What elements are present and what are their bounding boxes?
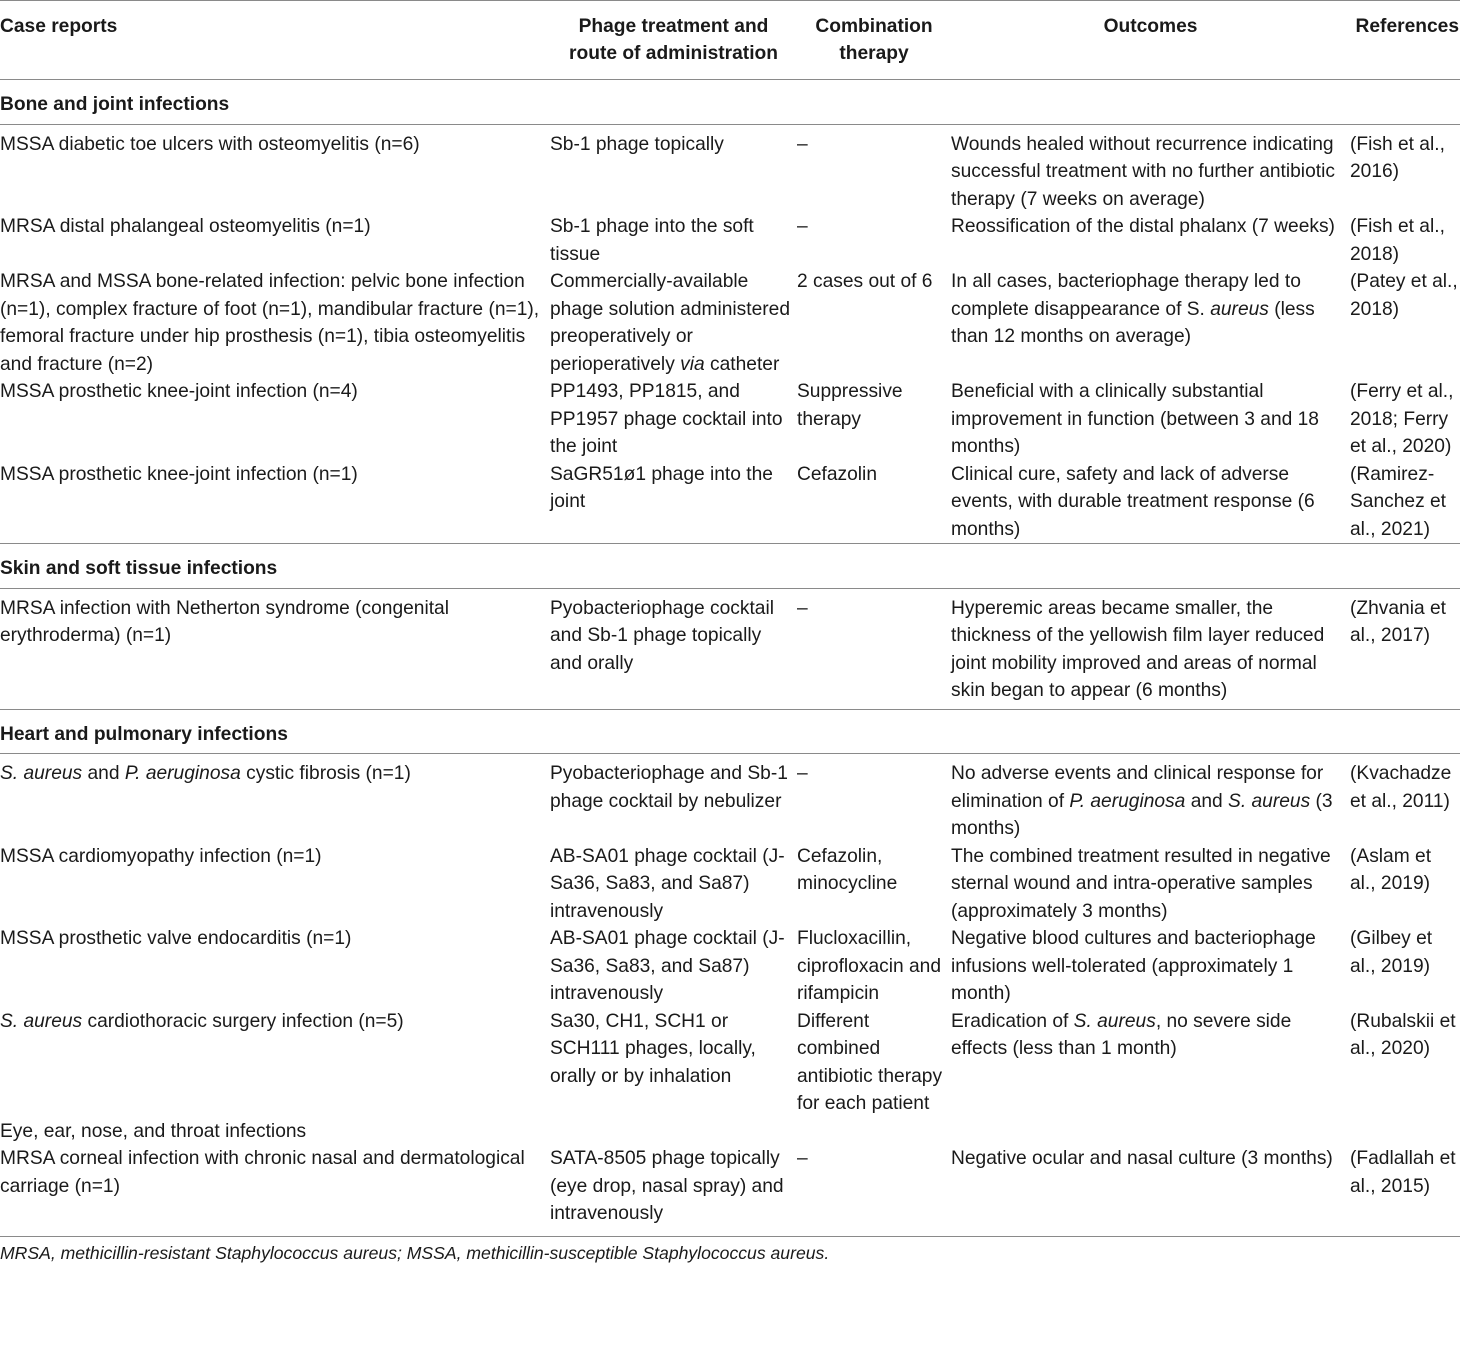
header-row bbox=[0, 1, 1460, 80]
section-eye-ear-nose-throat: Eye, ear, nose, and throat infections bbox=[0, 1120, 307, 1142]
phage-cell: AB-SA01 phage cocktail (J-Sa36, Sa83, and Sa87) intravenously bbox=[550, 928, 785, 1004]
header-combination-therapy: Combination therapy bbox=[797, 1, 951, 80]
phage-cell: SATA-8505 phage topically (eye drop, nasal spray) and intravenously bbox=[550, 1148, 784, 1224]
combo-cell: 2 cases out of 6 bbox=[797, 271, 933, 292]
phage-cell: Sb-1 phage into the soft tissue bbox=[550, 216, 754, 265]
reference-link[interactable]: (Ramirez-Sanchez et al., 2021) bbox=[1350, 463, 1447, 540]
combo-cell: – bbox=[797, 216, 808, 237]
case-cell: MRSA corneal infection with chronic nasal and dermatological carriage (n=1) bbox=[0, 1148, 525, 1197]
phage-cell: SaGR51ø1 phage into the joint bbox=[550, 463, 773, 512]
reference-link[interactable]: (Zhvania et al., 2017) bbox=[1350, 588, 1460, 705]
case-cell: MRSA infection with Netherton syndrome (congenital erythroderma) (n=1) bbox=[0, 588, 550, 705]
table-footnote: MRSA, methicillin-resistant Staphylococcus aureus; MSSA, methicillin-susceptible Staphylococcus aureus. bbox=[0, 1236, 1460, 1265]
header-references: References bbox=[1350, 1, 1460, 80]
header-case-reports: Case reports bbox=[0, 1, 550, 80]
section-row bbox=[0, 544, 1460, 589]
outcome-cell: Hyperemic areas became smaller, the thickness of the yellowish film layer reduced joint mobility improved and areas of normal skin began to appear (6 months) bbox=[951, 588, 1350, 705]
combo-cell: Flucloxacillin, ciprofloxacin and rifampicin bbox=[797, 928, 941, 1004]
case-cell: MSSA diabetic toe ulcers with osteomyelitis (n=6) bbox=[0, 124, 550, 213]
outcome-cell: In all cases, bacteriophage therapy led to complete disappearance of S. aureus (less than 12 months on average) bbox=[951, 271, 1315, 347]
footnote-row bbox=[0, 1236, 1460, 1265]
case-cell: MSSA prosthetic valve endocarditis (n=1) bbox=[0, 928, 352, 949]
outcome-cell: Negative ocular and nasal culture (3 months) bbox=[951, 1148, 1333, 1169]
outcome-cell: No adverse events and clinical response for elimination of P. aeruginosa and S. aureus (3 months) bbox=[951, 754, 1350, 843]
outcome-cell: Wounds healed without recurrence indicating successful treatment with no further antibiotic therapy (7 weeks on average) bbox=[951, 124, 1350, 213]
section-bone-joint: Bone and joint infections bbox=[0, 94, 230, 115]
outcome-cell: Negative blood cultures and bacteriophage infusions well-tolerated (approximately 1 month) bbox=[951, 928, 1316, 1004]
reference-link[interactable]: (Kvachadze et al., 2011) bbox=[1350, 754, 1460, 843]
reference-link[interactable]: (Fish et al., 2018) bbox=[1350, 216, 1445, 265]
outcome-cell: Beneficial with a clinically substantial improvement in function (between 3 and 18 months) bbox=[951, 381, 1319, 457]
table-row bbox=[0, 213, 1460, 268]
reference-link[interactable]: (Rubalskii et al., 2020) bbox=[1350, 1010, 1456, 1059]
section-row bbox=[0, 709, 1460, 754]
table-row bbox=[0, 378, 1460, 461]
combo-cell: Cefazolin, minocycline bbox=[797, 845, 898, 894]
header-phage-treatment: Phage treatment and route of administration bbox=[550, 1, 797, 80]
phage-cell: AB-SA01 phage cocktail (J-Sa36, Sa83, and Sa87) intravenously bbox=[550, 845, 785, 922]
phage-cell: Pyobacteriophage cocktail and Sb-1 phage topically and orally bbox=[550, 588, 797, 705]
case-cell: MRSA distal phalangeal osteomyelitis (n=1) bbox=[0, 216, 371, 237]
reference-link[interactable]: (Patey et al., 2018) bbox=[1350, 271, 1458, 320]
case-cell: MSSA prosthetic knee-joint infection (n=4) bbox=[0, 381, 358, 402]
table-row bbox=[0, 925, 1460, 1008]
section-row bbox=[0, 80, 1460, 125]
section-heart-pulmonary: Heart and pulmonary infections bbox=[0, 709, 1460, 754]
reference-link[interactable]: (Aslam et al., 2019) bbox=[1350, 845, 1432, 894]
outcome-cell: Eradication of S. aureus, no severe side effects (less than 1 month) bbox=[951, 1010, 1292, 1059]
case-cell: MSSA prosthetic knee-joint infection (n=1) bbox=[0, 463, 358, 485]
case-cell: S. aureus and P. aeruginosa cystic fibrosis (n=1) bbox=[0, 754, 550, 843]
table-row bbox=[0, 843, 1460, 926]
reference-link[interactable]: (Gilbey et al., 2019) bbox=[1350, 928, 1433, 977]
section-skin-soft-tissue: Skin and soft tissue infections bbox=[0, 544, 1460, 589]
case-cell: MRSA and MSSA bone-related infection: pelvic bone infection (n=1), complex fracture of foot (n=1), mandibular fracture (n=1), femoral fracture under hip prosthesis (n=1), tibia osteomyelitis and fracture (n=2) bbox=[0, 271, 540, 375]
outcome-cell: Reossification of the distal phalanx (7 weeks) bbox=[951, 216, 1335, 237]
outcome-cell: The combined treatment resulted in negative sternal wound and intra-operative samples (approximately 3 months) bbox=[951, 845, 1331, 922]
combo-cell: – bbox=[797, 124, 951, 213]
case-cell: MSSA cardiomyopathy infection (n=1) bbox=[0, 845, 322, 867]
combo-cell: Different combined antibiotic therapy for each patient bbox=[797, 1010, 943, 1114]
reference-link[interactable]: (Ferry et al., 2018; Ferry et al., 2020) bbox=[1350, 381, 1454, 457]
phage-cell: Commercially-available phage solution administered preoperatively or perioperatively via catheter bbox=[550, 271, 791, 375]
combo-cell: – bbox=[797, 754, 951, 843]
phage-cell: Pyobacteriophage and Sb-1 phage cocktail by nebulizer bbox=[550, 754, 797, 843]
combo-cell: Suppressive therapy bbox=[797, 381, 903, 430]
section-row bbox=[0, 1118, 1460, 1146]
reference-link[interactable]: (Fish et al., 2016) bbox=[1350, 124, 1460, 213]
table-row bbox=[0, 461, 1460, 544]
table-row bbox=[0, 588, 1460, 705]
phage-cell: Sb-1 phage topically bbox=[550, 124, 797, 213]
phage-cell: PP1493, PP1815, and PP1957 phage cocktail into the joint bbox=[550, 381, 783, 457]
table-row bbox=[0, 754, 1460, 843]
table-row bbox=[0, 124, 1460, 213]
case-cell: S. aureus cardiothoracic surgery infection (n=5) bbox=[0, 1010, 404, 1032]
phage-cell: Sa30, CH1, SCH1 or SCH111 phages, locally, orally or by inhalation bbox=[550, 1010, 756, 1087]
outcome-cell: Clinical cure, safety and lack of adverse events, with durable treatment response (6 months) bbox=[951, 463, 1315, 540]
combo-cell: – bbox=[797, 588, 951, 705]
reference-link[interactable]: (Fadlallah et al., 2015) bbox=[1350, 1148, 1456, 1197]
table-row bbox=[0, 1145, 1460, 1228]
table-row bbox=[0, 1008, 1460, 1118]
header-outcomes: Outcomes bbox=[951, 1, 1350, 80]
combo-cell: Cefazolin bbox=[797, 463, 877, 485]
table-row bbox=[0, 268, 1460, 378]
combo-cell: – bbox=[797, 1148, 808, 1169]
